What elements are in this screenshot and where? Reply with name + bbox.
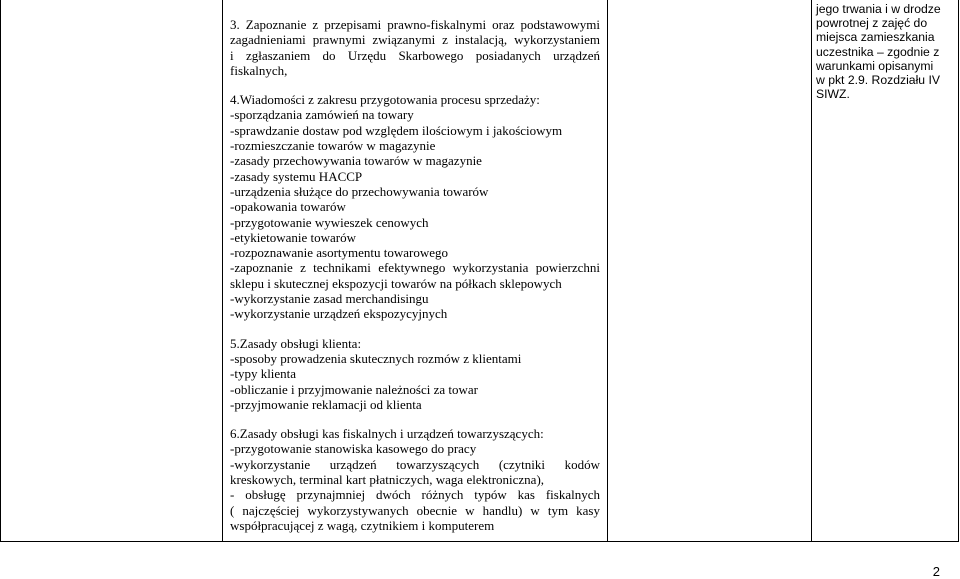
right-column-line: uczestnika – zgodnie z — [816, 44, 940, 59]
section-5-item: -przyjmowanie reklamacji od klienta — [230, 396, 422, 412]
section-5-heading: 5.Zasady obsługi klienta: — [230, 335, 362, 351]
section-4-item: sklepu i skutecznej ekspozycji towarów na półkach sklepowych — [230, 275, 562, 291]
table-border-bottom — [0, 541, 959, 542]
section-4-item: -wykorzystanie urządzeń ekspozycyjnych — [230, 306, 448, 322]
section-4 — [230, 92, 600, 321]
section-6-item: - obsługę przynajmniej dwóch różnych typów kas fiskalnych — [230, 487, 600, 503]
section-3-line: zagadnieniami prawnymi związanymi z instalacją, wykorzystaniem — [230, 32, 600, 48]
section-4-item: -rozmieszczanie towarów w magazynie — [230, 138, 436, 154]
right-column-line: powrotnej z zajęć do — [816, 16, 928, 31]
section-5-item: -obliczanie i przyjmowanie należności za towar — [230, 381, 478, 397]
section-6-item: kreskowych, terminal kart płatniczych, waga elektroniczna), — [230, 472, 545, 488]
section-4-item: -sporządzania zamówień na towary — [230, 107, 414, 123]
section-4-item: -zapoznanie z technikami efektywnego wykorzystania powierzchni — [230, 260, 600, 276]
section-4-item: -opakowania towarów — [230, 199, 346, 215]
section-6-item: ( najczęściej wykorzystywanych obecnie w handlu) w tym kasy — [230, 502, 600, 518]
section-4-item: -urządzenia służące do przechowywania towarów — [230, 183, 489, 199]
content-cell — [230, 17, 600, 533]
right-column-line: w pkt 2.9. Rozdziału IV — [816, 73, 940, 88]
section-3-line: fiskalnych, — [230, 62, 288, 78]
right-column-cell — [816, 2, 954, 101]
section-5 — [230, 336, 600, 412]
section-4-item: -przygotowanie wywieszek cenowych — [230, 214, 429, 230]
section-5-item: -sposoby prowadzenia skutecznych rozmów z klientami — [230, 350, 522, 366]
section-4-heading: 4.Wiadomości z zakresu przygotowania procesu sprzedaży: — [230, 92, 540, 108]
section-3 — [230, 17, 600, 78]
section-5-item: -typy klienta — [230, 366, 297, 382]
section-4-item: -zasady przechowywania towarów w magazynie — [230, 153, 482, 169]
table-border-col2 — [607, 0, 608, 542]
table-border-left — [0, 0, 1, 542]
right-column-line: miejsca zamieszkania — [816, 30, 935, 45]
section-4-item: -zasady systemu HACCP — [230, 168, 363, 184]
section-4-item: -rozpoznawanie asortymentu towarowego — [230, 245, 449, 261]
section-4-item: -etykietowanie towarów — [230, 229, 356, 245]
section-6 — [230, 426, 600, 533]
table-border-col1 — [222, 0, 223, 542]
section-4-item: -sprawdzanie dostaw pod względem ilościowym i jakościowym — [230, 122, 563, 138]
section-6-item: współpracującej z wagą, czytnikiem i komputerem — [230, 517, 495, 533]
table-border-right — [958, 0, 959, 542]
section-3-line: 3. Zapoznanie z przepisami prawno-fiskalnymi oraz podstawowymi — [230, 17, 600, 32]
section-6-heading: 6.Zasady obsługi kas fiskalnych i urządzeń towarzyszących: — [230, 426, 544, 442]
section-6-item: -przygotowanie stanowiska kasowego do pracy — [230, 441, 477, 457]
table-border-col3 — [811, 0, 812, 542]
right-column-line: warunkami opisanymi — [816, 58, 934, 73]
section-4-item: -wykorzystanie zasad merchandisingu — [230, 291, 429, 307]
page-number: 2 — [932, 564, 940, 579]
section-3-line: i zgłaszaniem do Urzędu Skarbowego posiadanych urządzeń — [230, 47, 600, 63]
section-6-item: -wykorzystanie urządzeń towarzyszących (czytniki kodów — [230, 456, 600, 472]
right-column-line: jego trwania i w drodze — [816, 2, 941, 16]
right-column-line: SIWZ. — [816, 87, 850, 102]
